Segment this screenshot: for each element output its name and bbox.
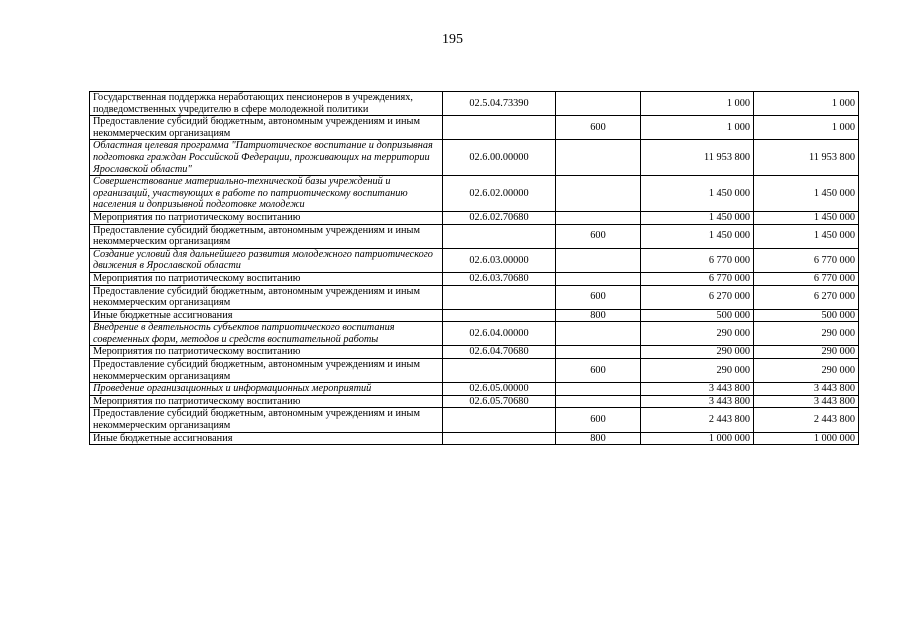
row-name: Совершенствование материально-технической базы учреждений и организаций, участвующих в работе по патриотическому воспитанию населения и допризывной подготовке молодежи	[90, 176, 443, 212]
row-sum-2: 6 770 000	[754, 272, 859, 285]
row-name: Предоставление субсидий бюджетным, автономным учреждениям и иным некоммерческим организациям	[90, 116, 443, 140]
row-sum-1: 6 270 000	[641, 285, 754, 309]
row-sum-1: 290 000	[641, 322, 754, 346]
row-sum-2: 1 450 000	[754, 211, 859, 224]
row-sum-1: 2 443 800	[641, 408, 754, 432]
table-row	[90, 395, 859, 408]
row-name: Создание условий для дальнейшего развития молодежного патриотического движения в Ярославской области	[90, 248, 443, 272]
table-row	[90, 116, 859, 140]
row-code: 02.6.02.00000	[443, 176, 556, 212]
row-sum-1: 290 000	[641, 359, 754, 383]
page-number: 195	[442, 32, 463, 47]
row-expense-type	[556, 211, 641, 224]
table-row	[90, 408, 859, 432]
row-name: Внедрение в деятельность субъектов патриотического воспитания современных форм, методов и средств воспитательной работы	[90, 322, 443, 346]
row-sum-1: 1 450 000	[641, 224, 754, 248]
row-sum-2: 11 953 800	[754, 140, 859, 176]
row-code	[443, 309, 556, 322]
row-code: 02.6.04.00000	[443, 322, 556, 346]
row-code: 02.6.00.00000	[443, 140, 556, 176]
row-sum-1: 1 000	[641, 92, 754, 116]
table-row	[90, 346, 859, 359]
row-sum-1: 3 443 800	[641, 395, 754, 408]
table-row	[90, 285, 859, 309]
table-row	[90, 432, 859, 445]
row-code	[443, 359, 556, 383]
table-row	[90, 383, 859, 396]
row-sum-2: 1 000	[754, 116, 859, 140]
table-row	[90, 272, 859, 285]
row-code	[443, 116, 556, 140]
table-row	[90, 309, 859, 322]
row-expense-type	[556, 140, 641, 176]
row-name: Мероприятия по патриотическому воспитанию	[90, 395, 443, 408]
row-expense-type: 600	[556, 285, 641, 309]
row-expense-type	[556, 272, 641, 285]
row-expense-type	[556, 383, 641, 396]
row-code: 02.6.03.00000	[443, 248, 556, 272]
row-expense-type	[556, 346, 641, 359]
row-sum-2: 290 000	[754, 322, 859, 346]
row-code: 02.6.04.70680	[443, 346, 556, 359]
row-sum-1: 1 450 000	[641, 211, 754, 224]
row-sum-2: 290 000	[754, 359, 859, 383]
row-expense-type	[556, 248, 641, 272]
row-code: 02.6.05.70680	[443, 395, 556, 408]
row-expense-type: 800	[556, 432, 641, 445]
row-expense-type	[556, 395, 641, 408]
row-expense-type: 800	[556, 309, 641, 322]
row-name: Предоставление субсидий бюджетным, автономным учреждениям и иным некоммерческим организациям	[90, 285, 443, 309]
row-code: 02.5.04.73390	[443, 92, 556, 116]
row-sum-2: 1 450 000	[754, 176, 859, 212]
row-expense-type: 600	[556, 359, 641, 383]
row-code	[443, 432, 556, 445]
row-code	[443, 408, 556, 432]
budget-table	[89, 91, 859, 445]
row-sum-2: 500 000	[754, 309, 859, 322]
table-row	[90, 322, 859, 346]
row-sum-2: 1 000	[754, 92, 859, 116]
table-body	[90, 92, 859, 445]
row-expense-type: 600	[556, 408, 641, 432]
table-row	[90, 92, 859, 116]
row-sum-2: 3 443 800	[754, 395, 859, 408]
row-sum-1: 6 770 000	[641, 272, 754, 285]
row-sum-1: 290 000	[641, 346, 754, 359]
row-name: Иные бюджетные ассигнования	[90, 432, 443, 445]
row-code: 02.6.02.70680	[443, 211, 556, 224]
row-code	[443, 285, 556, 309]
row-sum-2: 1 450 000	[754, 224, 859, 248]
row-sum-2: 6 770 000	[754, 248, 859, 272]
row-name: Предоставление субсидий бюджетным, автономным учреждениям и иным некоммерческим организациям	[90, 408, 443, 432]
table-row	[90, 224, 859, 248]
row-name: Предоставление субсидий бюджетным, автономным учреждениям и иным некоммерческим организациям	[90, 359, 443, 383]
row-code: 02.6.05.00000	[443, 383, 556, 396]
table-row	[90, 359, 859, 383]
row-sum-1: 500 000	[641, 309, 754, 322]
row-sum-1: 1 450 000	[641, 176, 754, 212]
table-row	[90, 140, 859, 176]
row-sum-1: 1 000 000	[641, 432, 754, 445]
row-name: Предоставление субсидий бюджетным, автономным учреждениям и иным некоммерческим организациям	[90, 224, 443, 248]
row-sum-1: 1 000	[641, 116, 754, 140]
row-name: Мероприятия по патриотическому воспитанию	[90, 272, 443, 285]
row-expense-type	[556, 92, 641, 116]
row-name: Государственная поддержка неработающих пенсионеров в учреждениях, подведомственных учредителю в сфере молодежной политики	[90, 92, 443, 116]
row-name: Проведение организационных и информационных мероприятий	[90, 383, 443, 396]
row-sum-2: 1 000 000	[754, 432, 859, 445]
row-name: Областная целевая программа "Патриотическое воспитание и допризывная подготовка граждан Российской Федерации, проживающих на территории Ярославской области"	[90, 140, 443, 176]
row-expense-type	[556, 322, 641, 346]
row-sum-1: 6 770 000	[641, 248, 754, 272]
row-code: 02.6.03.70680	[443, 272, 556, 285]
row-expense-type: 600	[556, 116, 641, 140]
table-row	[90, 248, 859, 272]
row-sum-2: 6 270 000	[754, 285, 859, 309]
row-sum-1: 3 443 800	[641, 383, 754, 396]
row-name: Иные бюджетные ассигнования	[90, 309, 443, 322]
row-expense-type	[556, 176, 641, 212]
row-sum-1: 11 953 800	[641, 140, 754, 176]
row-sum-2: 290 000	[754, 346, 859, 359]
row-expense-type: 600	[556, 224, 641, 248]
row-sum-2: 2 443 800	[754, 408, 859, 432]
table-row	[90, 211, 859, 224]
row-sum-2: 3 443 800	[754, 383, 859, 396]
row-name: Мероприятия по патриотическому воспитанию	[90, 211, 443, 224]
table-row	[90, 176, 859, 212]
row-code	[443, 224, 556, 248]
row-name: Мероприятия по патриотическому воспитанию	[90, 346, 443, 359]
